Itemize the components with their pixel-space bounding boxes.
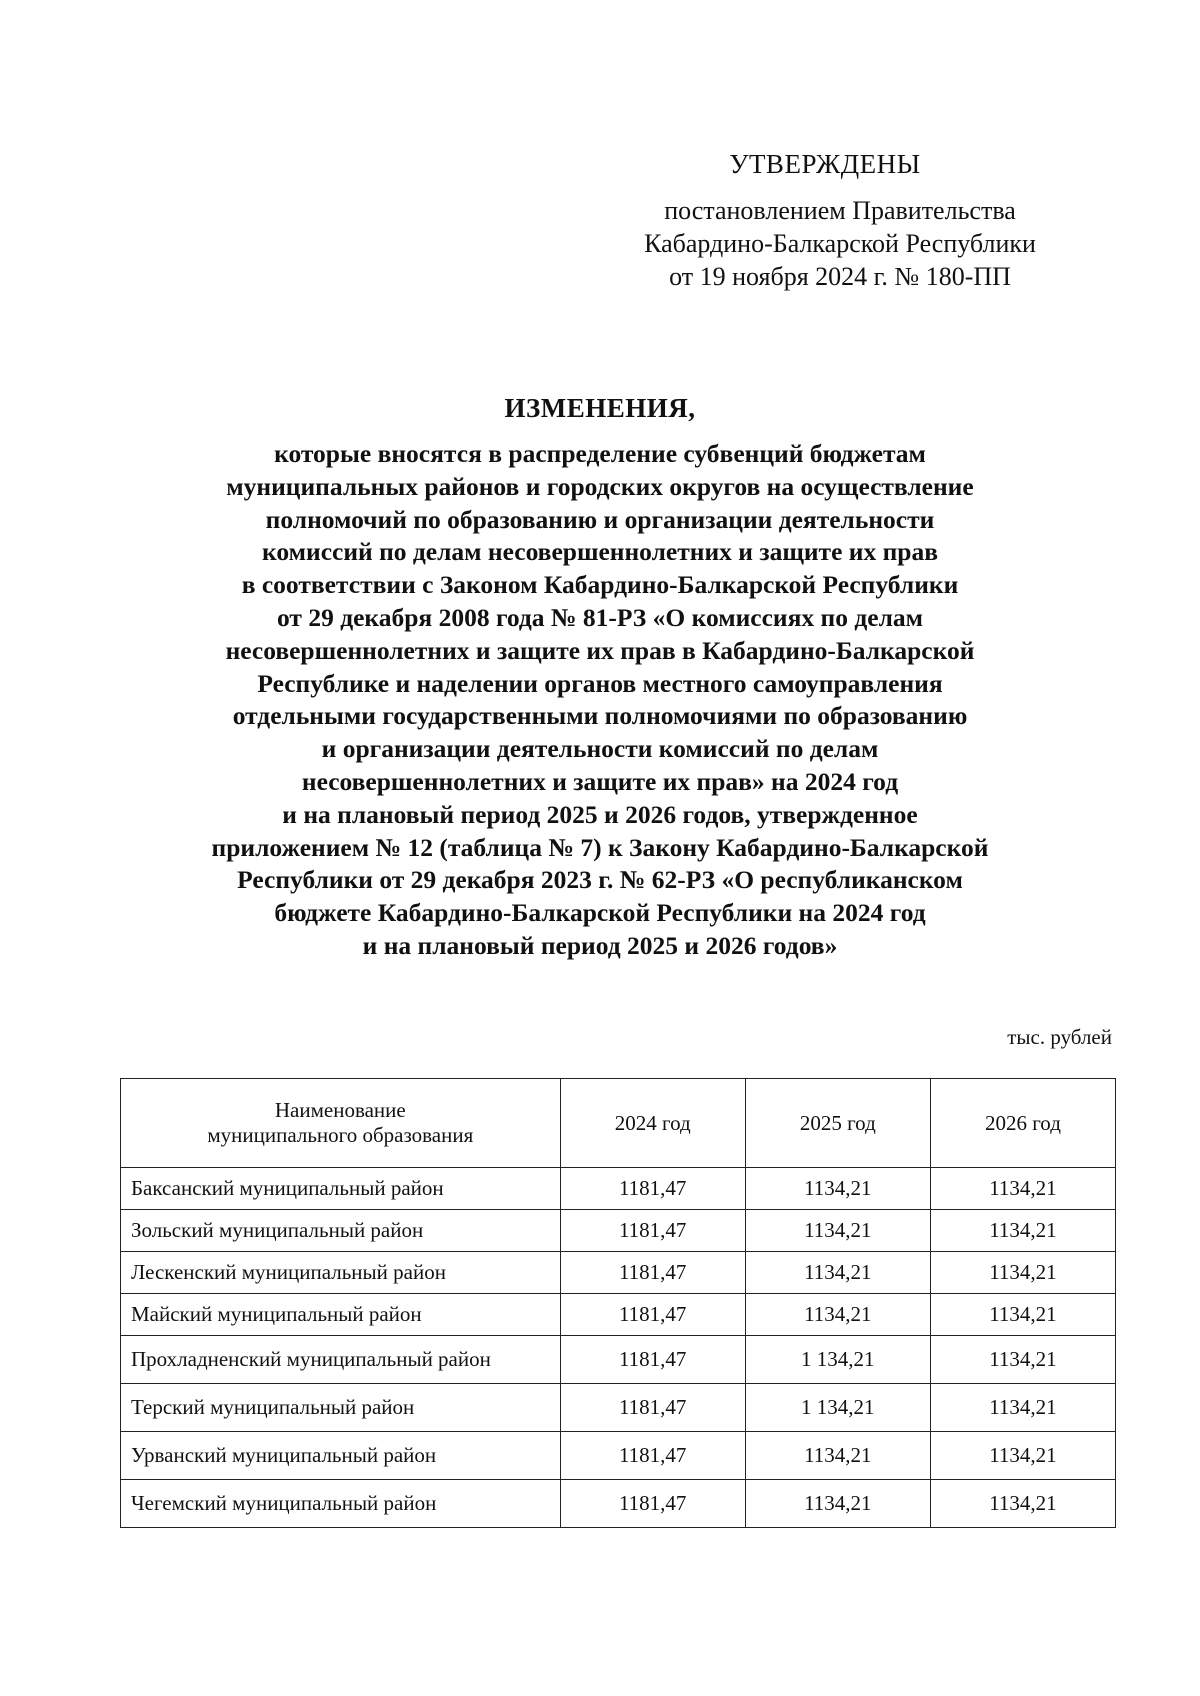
- value-2024: 1181,47: [560, 1336, 745, 1384]
- table-row: [121, 1480, 1116, 1528]
- value-2025: 1134,21: [745, 1294, 930, 1336]
- header-municipality: [121, 1079, 561, 1168]
- value-2025: 1134,21: [745, 1252, 930, 1294]
- value-2025: 1134,21: [745, 1168, 930, 1210]
- value-2024: 1181,47: [560, 1294, 745, 1336]
- municipality-name: Чегемский муниципальный район: [121, 1480, 561, 1528]
- subtitle-line: от 29 декабря 2008 года № 81-РЗ «О комиссиях по делам: [277, 602, 923, 632]
- header-2025: 2025 год: [745, 1079, 930, 1168]
- value-2026: 1134,21: [930, 1294, 1115, 1336]
- subtitle-line: несовершеннолетних и защите их прав» на 2024 год: [301, 766, 899, 796]
- value-2026: 1134,21: [930, 1210, 1115, 1252]
- table-row: [121, 1168, 1116, 1210]
- value-2024: 1181,47: [560, 1480, 745, 1528]
- subtitle-line: полномочий по образованию и организации деятельности: [265, 504, 935, 534]
- header-municipality-line-1: Наименование: [274, 1098, 406, 1122]
- document-subtitle: [150, 438, 1050, 963]
- municipality-name: Баксанский муниципальный район: [121, 1168, 561, 1210]
- value-2024: 1181,47: [560, 1168, 745, 1210]
- subtitle-line: комиссий по делам несовершеннолетних и защите их прав: [262, 537, 938, 567]
- subtitle-line: и на плановый период 2025 и 2026 годов»: [362, 930, 838, 960]
- municipality-name: Майский муниципальный район: [121, 1294, 561, 1336]
- subtitle-line: в соответствии с Законом Кабардино-Балкарской Республики: [241, 570, 959, 600]
- approval-heading: УТВЕРЖДЕНЫ: [729, 149, 921, 179]
- value-2024: 1181,47: [560, 1210, 745, 1252]
- units-label: тыс. рублей: [1007, 1025, 1112, 1049]
- subtitle-line: несовершеннолетних и защите их прав в Кабардино-Балкарской: [225, 635, 975, 665]
- subtitle-line: которые вносятся в распределение субвенций бюджетам: [274, 439, 926, 468]
- value-2025: 1134,21: [745, 1432, 930, 1480]
- table-row: [121, 1294, 1116, 1336]
- subtitle-line: Республике и наделении органов местного самоуправления: [257, 668, 943, 698]
- table-row: [121, 1210, 1116, 1252]
- table-row: [121, 1252, 1116, 1294]
- subtitle-line: отдельными государственными полномочиями по образованию: [232, 701, 968, 731]
- table-row: [121, 1432, 1116, 1480]
- table-header-row: [121, 1079, 1116, 1168]
- value-2026: 1134,21: [930, 1168, 1115, 1210]
- subvention-table: [120, 1078, 1116, 1528]
- municipality-name: Терский муниципальный район: [121, 1384, 561, 1432]
- value-2024: 1181,47: [560, 1252, 745, 1294]
- value-2026: 1134,21: [930, 1480, 1115, 1528]
- subtitle-line: и организации деятельности комиссий по делам: [321, 734, 879, 764]
- value-2026: 1134,21: [930, 1252, 1115, 1294]
- approval-line-2: Кабардино-Балкарской Республики: [644, 229, 1036, 258]
- document-title-block: [150, 392, 1050, 963]
- header-2026: 2026 год: [930, 1079, 1115, 1168]
- subtitle-line: и на плановый период 2025 и 2026 годов, утвержденное: [282, 799, 918, 829]
- subtitle-line: бюджете Кабардино-Балкарской Республики на 2024 год: [274, 898, 926, 928]
- value-2026: 1134,21: [930, 1336, 1115, 1384]
- subtitle-line: Республики от 29 декабря 2023 г. № 62-РЗ «О республиканском: [237, 865, 963, 895]
- value-2025: 1134,21: [745, 1210, 930, 1252]
- municipality-name: Лескенский муниципальный район: [121, 1252, 561, 1294]
- document-title: ИЗМЕНЕНИЯ,: [504, 393, 696, 423]
- value-2024: 1181,47: [560, 1384, 745, 1432]
- header-2024: 2024 год: [560, 1079, 745, 1168]
- municipality-name: Зольский муниципальный район: [121, 1210, 561, 1252]
- table-row: [121, 1384, 1116, 1432]
- table-row: [121, 1336, 1116, 1384]
- approval-line-3: от 19 ноября 2024 г. № 180-ПП: [669, 262, 1011, 291]
- approval-stamp-block: [600, 148, 1080, 293]
- municipality-name: Прохладненский муниципальный район: [121, 1336, 561, 1384]
- subtitle-line: приложением № 12 (таблица № 7) к Закону Кабардино-Балкарской: [211, 832, 989, 862]
- value-2025: 1 134,21: [745, 1336, 930, 1384]
- value-2026: 1134,21: [930, 1384, 1115, 1432]
- value-2025: 1 134,21: [745, 1384, 930, 1432]
- value-2026: 1134,21: [930, 1432, 1115, 1480]
- subtitle-line: муниципальных районов и городских округов на осуществление: [226, 471, 974, 501]
- value-2025: 1134,21: [745, 1480, 930, 1528]
- value-2024: 1181,47: [560, 1432, 745, 1480]
- approval-line-1: постановлением Правительства: [664, 196, 1016, 225]
- header-municipality-line-2: муниципального образования: [207, 1123, 474, 1147]
- municipality-name: Урванский муниципальный район: [121, 1432, 561, 1480]
